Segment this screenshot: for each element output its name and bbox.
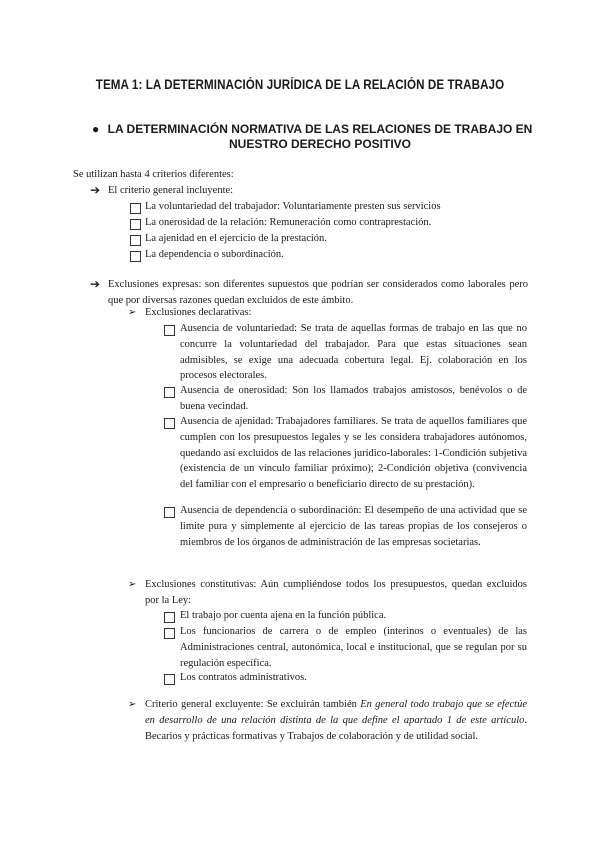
list-item: La ajenidad en el ejercicio de la prestación.	[145, 233, 327, 244]
triangle-bullet-icon: ➢	[128, 699, 137, 710]
list-item: Los funcionarios de carrera o de empleo (interinos o eventuales) de las Administraciones central, autonómica, local e institucional, que se regulan por su regulación específica.	[180, 626, 527, 669]
intro-text: Se utilizan hasta 4 criterios diferentes:	[73, 169, 234, 180]
list-item: Ausencia de ajenidad: Trabajadores familiares. Se trata de aquellos familiares que cumplen con los presupuestos legales y se les considera trabajadores autónomos, quedando así excluidos de las relaciones jurídico-laborales: 1-Condición subjetiva (existencia de un vínculo familiar próximo); 2-Condición objetiva (convivencia del familiar con el empresario o beneficiario directo de su prestación).	[180, 416, 527, 491]
list-item: El trabajo por cuenta ajena en la función pública.	[180, 610, 387, 621]
list-item: La dependencia o subordinación.	[145, 249, 284, 260]
arrow-icon: ➔	[90, 183, 101, 197]
criterio-excluyente-text	[145, 697, 527, 744]
list-item: Ausencia de dependencia o subordinación: El desempeño de una actividad que se limite pura y simplemente al ejercicio de las tareas propias de los consejeros o miembros de los órganos de administración de las empresas societarias.	[180, 505, 527, 548]
exclusiones-expresas-text: Exclusiones expresas: son diferentes supuestos que podrían ser considerados como laborales pero que por diversas razones quedan excluidos de este ámbito.	[108, 279, 528, 306]
checkbox[interactable]	[130, 235, 141, 246]
list-item: La onerosidad de la relación: Remuneración como contraprestación.	[145, 217, 432, 228]
section-heading-text: LA DETERMINACIÓN NORMATIVA DE LAS RELACIONES DE TRABAJO EN NUESTRO DERECHO POSITIVO	[107, 122, 533, 151]
arrow-icon: ➔	[90, 277, 101, 291]
page-title: TEMA 1: LA DETERMINACIÓN JURÍDICA DE LA RELACIÓN DE TRABAJO	[95, 77, 505, 92]
list-item: Ausencia de voluntariedad: Se trata de aquellas formas de trabajo en las que no concurre la voluntariedad del trabajador. Para que estas situaciones sean admisibles, se exige una adecuada cobertura legal. Ej. colaboración en los procesos electorales.	[180, 323, 527, 382]
criterio-excluyente-prefix: Criterio general excluyente: Se excluirán también	[145, 699, 361, 710]
checkbox[interactable]	[164, 507, 175, 518]
triangle-bullet-icon: ➢	[128, 307, 137, 318]
bullet-icon: ●	[92, 122, 100, 136]
criterio-excluyente-suffix: . Becarios y prácticas formativas y Trabajos de colaboración y de utilidad social.	[145, 714, 527, 742]
checkbox[interactable]	[164, 387, 175, 398]
checkbox[interactable]	[164, 612, 175, 623]
checkbox[interactable]	[164, 325, 175, 336]
checkbox[interactable]	[164, 628, 175, 639]
criterio-incluyente-label: El criterio general incluyente:	[108, 185, 234, 196]
list-item: La voluntariedad del trabajador: Voluntariamente presten sus servicios	[145, 201, 441, 212]
checkbox[interactable]	[130, 203, 141, 214]
list-item: Los contratos administrativos.	[180, 672, 307, 683]
checkbox[interactable]	[164, 674, 175, 685]
checkbox[interactable]	[130, 219, 141, 230]
exclusiones-declarativas-label: Exclusiones declarativas:	[145, 307, 252, 318]
criterio-excluyente-quote: En general todo trabajo que se efectúe en desarrollo de una relación distinta de la que define el apartado 1 de este artículo	[145, 699, 527, 726]
list-item: Ausencia de onerosidad: Son los llamados trabajos amistosos, benévolos o de buena vecindad.	[180, 385, 527, 412]
section-heading	[92, 122, 540, 152]
triangle-bullet-icon: ➢	[128, 579, 137, 590]
checkbox[interactable]	[164, 418, 175, 429]
checkbox[interactable]	[130, 251, 141, 262]
exclusiones-constitutivas-text: Exclusiones constitutivas: Aún cumpliéndose todos los presupuestos, quedan excluidos por la Ley:	[145, 579, 527, 606]
